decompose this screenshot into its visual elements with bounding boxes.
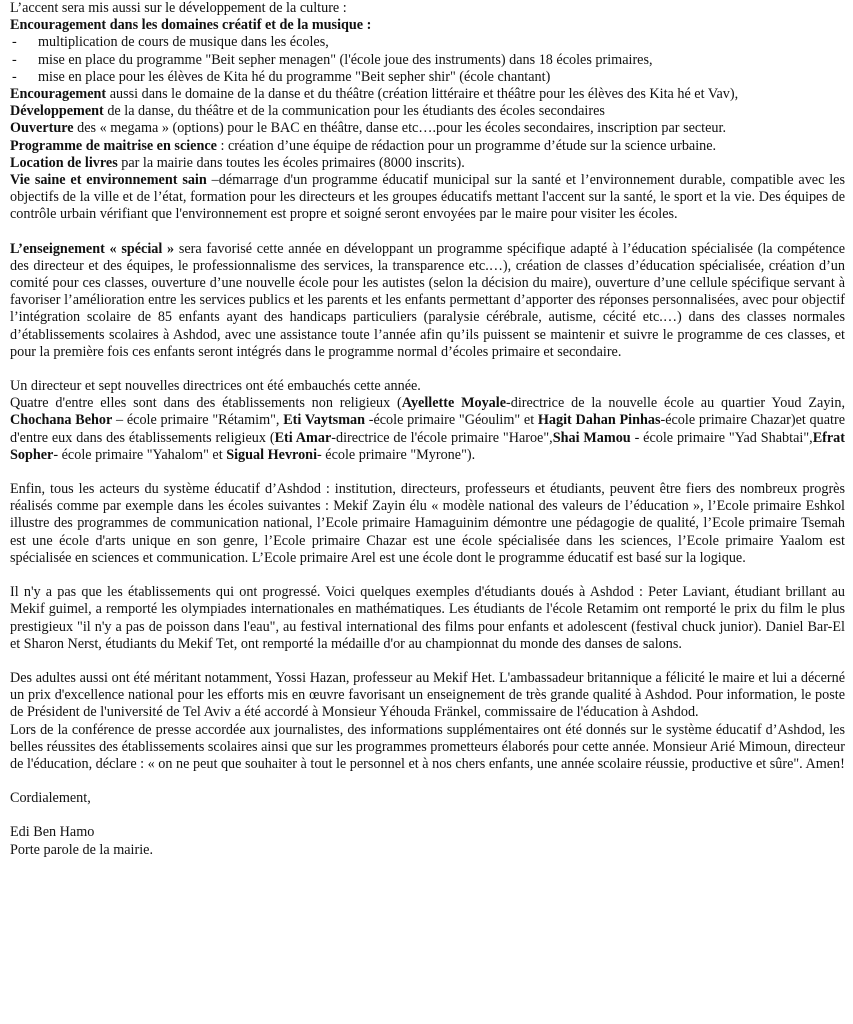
spacer [10,653,845,670]
spacer [10,807,845,824]
adults-paragraph: Des adultes aussi ont été méritant notamment, Yossi Hazan, professeur au Mekif Het. L'ambassadeur britannique a félicité le maire et lui a décerné un prix d'excellence national pour les efforts mis en œuvre favorisant un enseignement de très grande qualité à Ashdod. Pour information, le poste de Président de l'université de Tel Aviv a été accordé à Monsieur Yéhouda Fränkel, commissaire de l'éducation à Ashdod. [10,669,845,721]
spacer [10,773,845,790]
list-item: - mise en place du programme "Beit sepher menagen" (l'école joue des instruments) dans 18 écoles primaires, [10,52,845,69]
conference-paragraph: Lors de la conférence de presse accordée aux journalistes, des informations supplémentaires ont été donnés sur le système éducatif d’Ashdod, les belles réussites des établissements scolaires ainsi que sur les programmes prometteurs élaborés pour cette année. Monsieur Arié Mimoun, directeur de l'éducation, déclare : « on ne peut que souhaiter à tout le personnel et à nos chers enfants, une année scolaire réussie, productive et sûre". Amen! [10,721,845,772]
culture-line: Développement de la danse, du théâtre et de la communication pour les étudiants des écoles secondaires [10,103,605,120]
progress-paragraph: Enfin, tous les acteurs du système éducatif d’Ashdod : institution, directeurs, professeurs et étudiants, peuvent être fiers des nombreux progrès réalisés comme par exemple dans les écoles suivantes : Mekif Zayin élu « modèle national des valeurs de l’éducation », l’Ecole primaire Eshkol illustre des programmes de communication national, l’Ecole primaire Hamaguinim démontre une pédagogie de qualité, l’Ecole primaire Tsemah est une école d'arts unique en son genre, l’Ecole primaire Chazar est une école spécialisée dans les sciences, l’Ecole primaire Yaalom est spécialisée en sciences et communication. L’Ecole primaire Arel est une école dont le programme éducatif est basé sur la logique. [10,481,845,566]
culture-line: Location de livres par la mairie dans toutes les écoles primaires (8000 inscrits). [10,154,465,171]
signature-title: Porte parole de la mairie. [10,841,153,858]
culture-intro: L’accent sera mis aussi sur le développement de la culture : [10,0,347,16]
culture-line: Ouverture des « megama » (options) pour le BAC en théâtre, danse etc….pour les écoles secondaires, inscription par secteur. [10,120,727,137]
closing: Cordialement, [10,790,91,807]
spacer [10,361,845,378]
directors-intro: Un directeur et sept nouvelles directrices ont été embauchés cette année. [10,378,421,395]
culture-heading: Encouragement dans les domaines créatif et de la musique : [10,17,372,34]
healthy-life-paragraph: Vie saine et environnement sain –démarrage d'un programme éducatif municipal sur la santé et l’environnement durable, compatible avec les objectifs de la ville et de l’état, formation pour les directeurs et les groupes éducatifs mettant l'accent sur la santé, le sport et la vie. Des équipes de contrôle urbain vérifiant que l'environnement est propre et soigné seront envoyées par le maire pour visiter les écoles. [10,172,845,223]
list-item: - mise en place pour les élèves de Kita hé du programme "Beit sepher shir" (école chantant) [10,69,845,86]
culture-section [10,0,845,224]
list-item: - multiplication de cours de musique dans les écoles, [10,34,845,51]
signature-name: Edi Ben Hamo [10,824,95,841]
culture-line: Programme de maitrise en science : création d’une équipe de rédaction pour un programme d’étude sur la science urbaine. [10,137,717,154]
directors-paragraph: Quatre d'entre elles sont dans des établissements non religieux (Ayellette Moyale-directrice de la nouvelle école au quartier Youd Zayin, Chochana Behor – école primaire "Rétamim", Eti Vaytsman -école primaire "Géoulim" et Hagit Dahan Pinhas-école primaire Chazar)et quatre d'entre eux dans des établissements religieux (Eti Amar-directrice de l'école primaire "Haroe",Shai Mamou - école primaire "Yad Shabtai",Efrat Sopher- école primaire "Yahalom" et Sigual Hevroni- école primaire "Myrone"). [10,395,845,463]
students-paragraph: Il n'y a pas que les établissements qui ont progressé. Voici quelques exemples d'étudiants doués à Ashdod : Peter Laviant, étudiant brillant au Mekif guimel, a remporté les olympiades internationales en mathématiques. Les étudiants de l'école Retamim ont remporté le prix du film le plus prestigieux "il n'y a pas de poisson dans l'eau", au festival international des films pour enfants et adolescent (festival chuck junior). Daniel Bar-El et Sharon Nerst, étudiants du Mekif Tet, ont remporté la médaille d'or au championnat du monde des danses de salons. [10,584,845,652]
spacer [10,464,845,481]
directors-section [10,378,845,464]
special-education-paragraph: L’enseignement « spécial » sera favorisé cette année en développant un programme spécifique adapté à l’éducation spécialisée (la compétence des directeur et des équipes, le professionnalisme des services, la transparence etc.…), création de classes d’éducation spécialisée, création d’un comité pour ces classes, ouverture d’une nouvelle école pour les autistes (selon la décision du maire), ouverture d’une cellule spécifique servant à favoriser l’amélioration entre les services publics et les parents et les enfants permettant d’apporter des réponses personnalisées, avec pour objectif l’intégration scolaire de 85 enfants ayant des handicaps particuliers (paralysie cérébrale, autisme, cécité etc.…) dans des classes normales d’établissements scolaires à Ashdod, avec une assistance toute l’année afin qu’ils puissent se maintenir et suivre le programme de ces classes, et pour la première fois ces enfants seront intégrés dans le programme normal d’écoles primaire et secondaire. [10,240,846,360]
spacer [10,224,845,241]
music-list [10,34,845,86]
spacer [10,567,845,584]
culture-line: Encouragement aussi dans le domaine de la danse et du théâtre (création littéraire et théâtre pour les élèves des Kita hé et Vav), [10,86,739,103]
